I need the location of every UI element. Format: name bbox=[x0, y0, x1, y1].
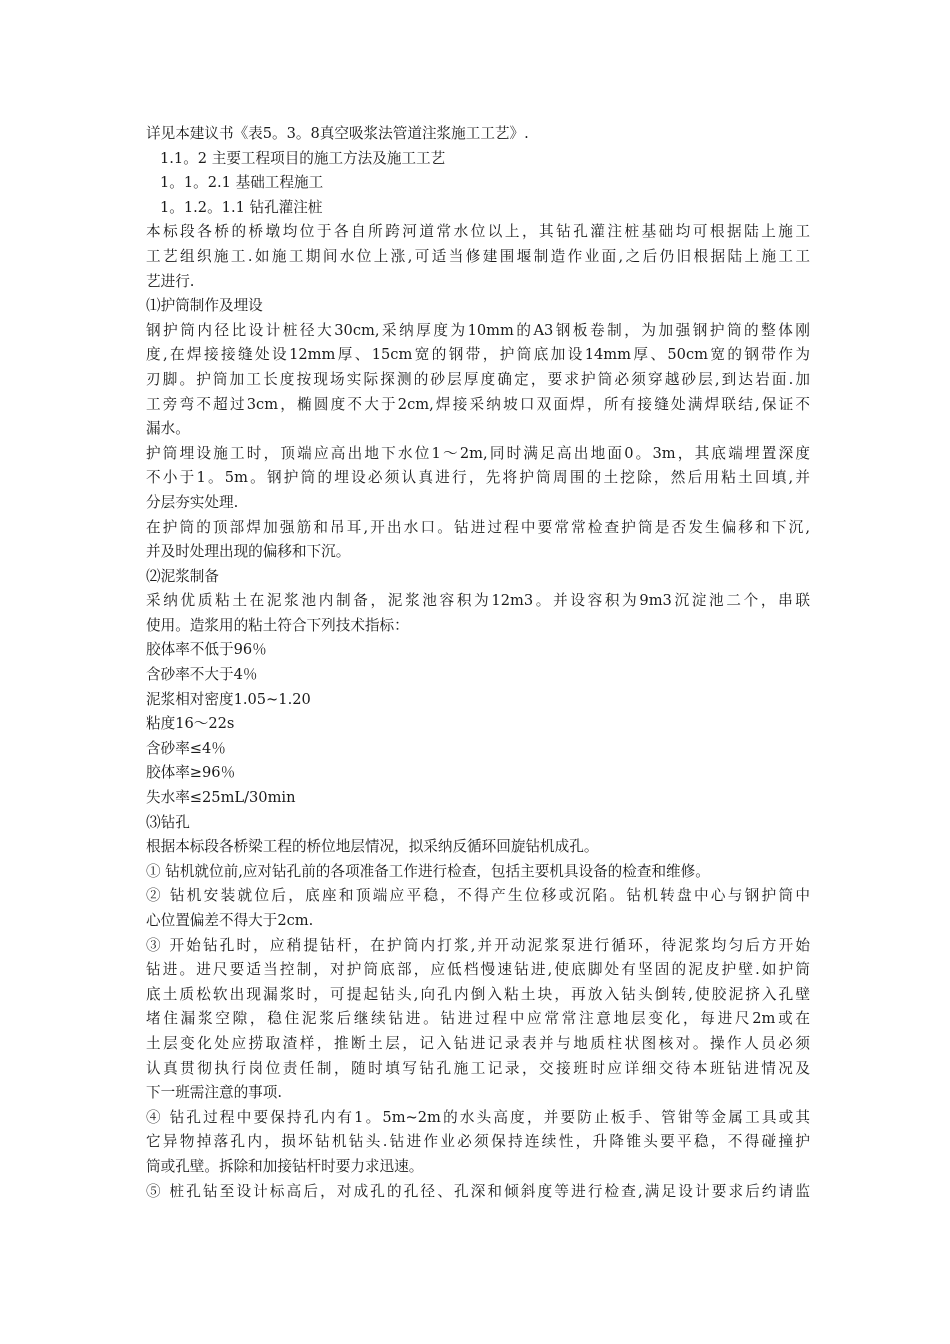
section-heading: 1.1。2 主要工程项目的施工方法及施工工艺 bbox=[160, 149, 446, 167]
text-line: 堵住漏浆空隙，稳住泥浆后继续钻进。钻进过程中应常常注意地层变化，每进尺2m或在 bbox=[146, 1010, 810, 1028]
text-line: 根据本标段各桥梁工程的桥位地层情况，拟采纳反循环回旋钻机成孔。 bbox=[146, 838, 599, 856]
text-line: 泥浆相对密度1.05~1.20 bbox=[146, 690, 311, 708]
text-line: 底土质松软出现漏浆时，可提起钻头,向孔内倒入粘土块，再放入钻头倒转,使胶泥挤入孔壁 bbox=[146, 985, 810, 1003]
text-line: 详见本建议书《表5。3。8真空吸浆法管道注浆施工工艺》. bbox=[146, 125, 529, 142]
text-line: 本标段各桥的桥墩均位于各自所跨河道常水位以上，其钻孔灌注桩基础均可根据陆上施工 bbox=[146, 223, 810, 241]
text-line: ① 钻机就位前,应对钻孔前的各项准备工作进行检查，包括主要机具设备的检查和维修。 bbox=[146, 862, 710, 880]
text-line: 工旁弯不超过3cm，椭圆度不大于2cm,焊接采纳坡口双面焊，所有接缝处满焊联结,保证不 bbox=[146, 395, 810, 413]
text-line: 分层夯实处理. bbox=[146, 493, 239, 511]
section-heading: 1。1。2.1 基础工程施工 bbox=[160, 174, 324, 192]
text-line: 艺进行. bbox=[146, 272, 195, 290]
text-line: 胶体率不低于96％ bbox=[146, 641, 267, 659]
text-line: 并及时处理出现的偏移和下沉。 bbox=[146, 543, 351, 561]
text-line: ⑵泥浆制备 bbox=[146, 567, 219, 585]
text-line: 漏水。 bbox=[146, 420, 190, 438]
text-line: 刃脚。护筒加工长度按现场实际探测的砂层厚度确定，要求护筒必须穿越砂层,到达岩面.加 bbox=[146, 370, 810, 388]
text-line: 钻进。进尺要适当控制，对护筒底部，应低档慢速钻进,使底脚处有坚固的泥皮护壁.如护筒 bbox=[146, 961, 810, 979]
text-line: 它异物掉落孔内，损坏钻机钻头.钻进作业必须保持连续性，升降锥头要平稳，不得碰撞护 bbox=[146, 1133, 810, 1151]
text-line: 粘度16～22s bbox=[146, 715, 235, 733]
text-line: ② 钻机安装就位后，底座和顶端应平稳，不得产生位移或沉陷。钻机转盘中心与钢护筒中 bbox=[146, 887, 810, 905]
text-line: 在护筒的顶部焊加强筋和吊耳,开出水口。钻进过程中要常常检查护筒是否发生偏移和下沉, bbox=[146, 518, 810, 536]
text-line: 心位置偏差不得大于2cm. bbox=[146, 912, 314, 929]
text-line: ⑶钻孔 bbox=[146, 813, 190, 831]
text-line: ③ 开始钻孔时，应稍提钻杆，在护筒内打浆,并开动泥浆泵进行循环，待泥浆均匀后方开始 bbox=[146, 936, 810, 954]
text-line: 含砂率不大于4％ bbox=[146, 666, 258, 684]
text-line: 认真贯彻执行岗位责任制，随时填写钻孔施工记录，交接班时应详细交待本班钻进情况及 bbox=[146, 1059, 810, 1077]
text-line: ④ 钻孔过程中要保持孔内有1。5m~2m的水头高度，并要防止板手、管钳等金属工具或其 bbox=[146, 1108, 810, 1126]
text-line: 使用。造浆用的粘土符合下列技术指标： bbox=[146, 616, 409, 634]
text-line: 不小于1。5m。钢护筒的埋设必须认真进行，先将护筒周围的土挖除，然后用粘土回填,并 bbox=[146, 469, 810, 487]
document-body bbox=[146, 122, 810, 1204]
text-line: 筒或孔壁。拆除和加接钻杆时要力求迅速。 bbox=[146, 1157, 424, 1175]
text-line: 胶体率≥96％ bbox=[146, 764, 236, 782]
text-line: 工艺组织施工.如施工期间水位上涨,可适当修建围堰制造作业面,之后仍旧根据陆上施工工 bbox=[146, 247, 810, 265]
text-line: 护筒埋设施工时，顶端应高出地下水位1～2m,同时满足高出地面0。3m，其底端埋置深度 bbox=[146, 444, 810, 462]
text-line: 失水率≤25mL/30min bbox=[146, 789, 296, 807]
text-line: 采纳优质粘土在泥浆池内制备，泥浆池容积为12m3。并设容积为9m3沉淀池二个，串联 bbox=[146, 592, 810, 610]
text-line: ⑤ 桩孔钻至设计标高后，对成孔的孔径、孔深和倾斜度等进行检查,满足设计要求后约请监 bbox=[146, 1182, 810, 1200]
section-heading: 1。1.2。1.1 钻孔灌注桩 bbox=[160, 198, 323, 216]
text-line: ⑴护筒制作及埋设 bbox=[146, 297, 263, 315]
text-line: 下一班需注意的事项. bbox=[146, 1084, 282, 1102]
text-line: 土层变化处应捞取渣样，推断土层，记入钻进记录表并与地质柱状图核对。操作人员必须 bbox=[146, 1034, 810, 1052]
text-line: 度,在焊接接缝处设12mm厚、15cm宽的钢带，护筒底加设14mm厚、50cm宽的钢带作为 bbox=[146, 346, 810, 364]
text-line: 含砂率≤4％ bbox=[146, 739, 226, 757]
text-line: 钢护筒内径比设计桩径大30cm,采纳厚度为10mm的A3钢板卷制，为加强钢护筒的整体刚 bbox=[146, 321, 810, 339]
